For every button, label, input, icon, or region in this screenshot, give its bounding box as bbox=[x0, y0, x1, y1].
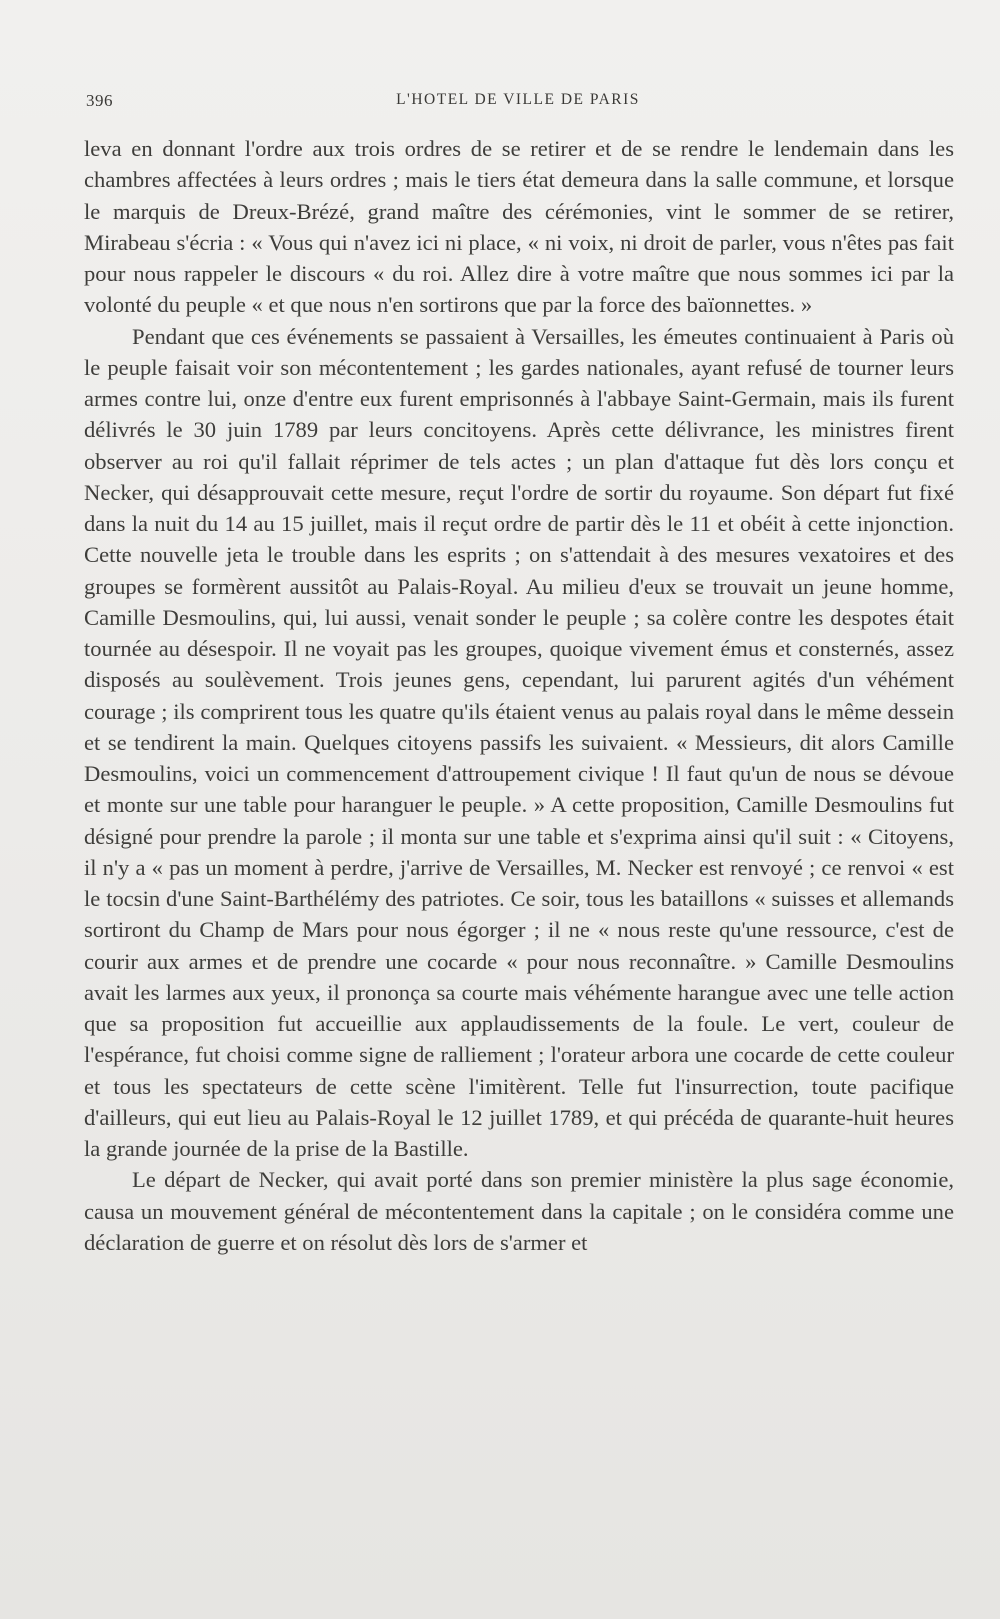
running-title: L'HOTEL DE VILLE DE PARIS bbox=[396, 91, 640, 108]
paragraph-continuation: leva en donnant l'ordre aux trois ordres de se retirer et de se rendre le lendemain dans les chambres affectées à leurs ordres ; mais le tiers état demeura dans la salle commune, et lorsque le marquis de Dreux-Brézé, grand maître des cérémonies, vint le sommer de se retirer, Mirabeau s'écria : « Vous qui n'avez ici ni place, « ni voix, ni droit de parler, vous n'êtes pas fait pour nous rappeler le discours « du roi. Allez dire à votre maître que nous sommes ici par la volonté du peuple « et que nous n'en sortirons que par la force des baïonnettes. » bbox=[84, 136, 954, 318]
body-text bbox=[84, 133, 954, 1258]
paragraph-versailles-paris: Pendant que ces événements se passaient à Versailles, les émeutes continuaient à Paris où le peuple faisait voir son mécontentement ; les gardes nationales, ayant refusé de tourner leurs armes contre lui, onze d'entre eux furent emprisonnés à l'abbaye Saint-Germain, mais ils furent délivrés le 30 juin 1789 par leurs concitoyens. Après cette délivrance, les ministres firent observer au roi qu'il fallait réprimer de tels actes ; un plan d'attaque fut dès lors conçu et Necker, qui désapprouvait cette mesure, reçut l'ordre de sortir du royaume. Son départ fut fixé dans la nuit du 14 au 15 juillet, mais il reçut ordre de partir dès le 11 et obéit à cette injonction. Cette nouvelle jeta le trouble dans les esprits ; on s'attendait à des mesures vexatoires et des groupes se formèrent aussitôt au Palais-Royal. Au milieu d'eux se trouvait un jeune homme, Camille Desmoulins, qui, lui aussi, venait sonder le peuple ; sa colère contre les despotes était tournée au désespoir. Il ne voyait pas les groupes, quoique vivement émus et consternés, assez disposés au soulèvement. Trois jeunes gens, cependant, lui parurent agités d'un véhément courage ; ils comprirent tous les quatre qu'ils étaient venus au palais royal dans le même dessein et se tendirent la main. Quelques citoyens passifs les suivaient. « Messieurs, dit alors Camille Desmoulins, voici un commencement d'attroupement civique ! Il faut qu'un de nous se dévoue et monte sur une table pour haranguer le peuple. » A cette proposition, Camille Desmoulins fut désigné pour prendre la parole ; il monta sur une table et s'exprima ainsi qu'il suit : « Citoyens, il n'y a « pas un moment à perdre, j'arrive de Versailles, M. Necker est renvoyé ; ce renvoi « est le tocsin d'une Saint-Barthélémy des patriotes. Ce soir, tous les bataillons « suisses et allemands sortiront du Champ de Mars pour nous égorger ; il ne « nous reste qu'une ressource, c'est de courir aux armes et de prendre une cocarde « pour nous reconnaître. » Camille Desmoulins avait les larmes aux yeux, il prononça sa courte mais véhémente harangue avec une telle action que sa proposition fut accueillie aux applaudissements de la foule. Le vert, couleur de l'espérance, fut choisi comme signe de ralliement ; l'orateur arbora une cocarde de cette couleur et tous les spectateurs de cette scène l'imitèrent. Telle fut l'insurrection, toute pacifique d'ailleurs, qui eut lieu au Palais-Royal le 12 juillet 1789, et qui précéda de quarante-huit heures la grande journée de la prise de la Bastille. bbox=[84, 323, 954, 1161]
running-head bbox=[86, 91, 950, 115]
paragraph-necker-departure: Le départ de Necker, qui avait porté dans son premier ministère la plus sage économie, causa un mouvement général de mécontentement dans la capitale ; on le considéra comme une déclaration de guerre et on résolut dès lors de s'armer et bbox=[84, 1167, 954, 1255]
page-number: 396 bbox=[86, 91, 113, 110]
